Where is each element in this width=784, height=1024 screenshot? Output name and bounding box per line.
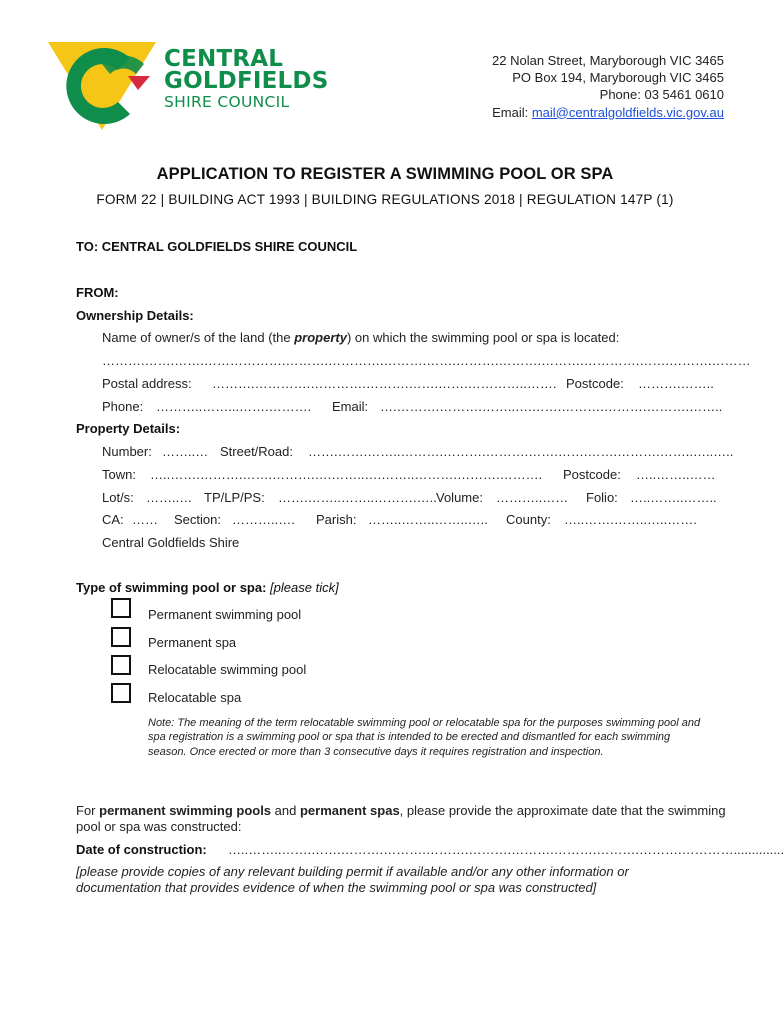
- town-label: Town:: [102, 467, 136, 482]
- logo-line-3: SHIRE COUNCIL: [164, 93, 290, 111]
- property-term: property: [294, 330, 347, 345]
- address-phone: Phone: 03 5461 0610: [599, 87, 724, 103]
- pool-type-hint: [please tick]: [266, 580, 339, 595]
- property-postcode-field[interactable]: …..……..……: [636, 467, 716, 482]
- owner-name-field[interactable]: ……….…….…….……………….……….………….……….…….……….……….……….………….…….……….………: [102, 353, 751, 368]
- parish-field[interactable]: ……..……..……..…..: [368, 512, 488, 527]
- postal-address-field[interactable]: ……….………….………….……….…….…….…………..…….: [212, 376, 557, 391]
- property-heading: Property Details:: [76, 421, 181, 436]
- folio-label: Folio:: [586, 490, 618, 505]
- option-relocatable-spa: Relocatable spa: [148, 690, 242, 705]
- phone-field[interactable]: ………..……...…….……….: [156, 399, 312, 414]
- street-field[interactable]: …….…….……..……….……….……….…….…….…….……….……..…..…..: [308, 444, 734, 459]
- email-link[interactable]: mail@centralgoldfields.vic.gov.au: [531, 104, 724, 120]
- lots-label: Lot/s:: [102, 490, 134, 505]
- option-relocatable-pool: Relocatable swimming pool: [148, 662, 307, 677]
- construction-instruction: [please provide copies of any relevant building permit if available and/or any other information or documentation that provides evidence of when the swimming pool or spa was constructed]: [76, 864, 629, 895]
- volume-label: Volume:: [436, 490, 483, 505]
- form-title: APPLICATION TO REGISTER A SWIMMING POOL OR SPA: [156, 165, 614, 183]
- email-label: Email:: [492, 104, 532, 120]
- address-street: 22 Nolan Street, Maryborough VIC 3465: [492, 53, 724, 68]
- email-field[interactable]: ….……….……….……..….…….……….……….……….……..: [380, 399, 723, 414]
- pool-type-heading: Type of swimming pool or spa: [please tick]: [76, 580, 339, 595]
- relocatable-note: Note: The meaning of the term relocatable swimming pool or relocatable spa for the purposes swimming pool and spa registration is a swimming pool or spa that is intended to be erected and dismantled for each swimming season. Once erected or more than 3 consecutive days it requires registration and inspection.: [148, 717, 701, 758]
- checkbox-relocatable-pool[interactable]: [111, 655, 131, 675]
- logo-wordmark: [164, 48, 328, 112]
- number-label: Number:: [102, 444, 152, 459]
- checkbox-relocatable-spa[interactable]: [111, 683, 131, 703]
- owner-postcode-label: Postcode:: [566, 376, 624, 391]
- to-line: TO: CENTRAL GOLDFIELDS SHIRE COUNCIL: [76, 239, 358, 254]
- ownership-heading: Ownership Details:: [76, 308, 194, 323]
- volume-field[interactable]: ………..……: [496, 490, 569, 505]
- from-label: FROM:: [76, 285, 119, 300]
- tp-field[interactable]: …….……..……..……….…..: [278, 490, 437, 505]
- council-logo-mark: [44, 38, 162, 134]
- owner-name-label: Name of owner/s of the land (the property) on which the swimming pool or spa is located:: [102, 330, 620, 345]
- logo-line-1: CENTRAL: [164, 46, 284, 72]
- ca-label: CA:: [102, 512, 124, 527]
- street-label: Street/Road:: [220, 444, 293, 459]
- section-label: Section:: [174, 512, 221, 527]
- address-po-box: PO Box 194, Maryborough VIC 3465: [512, 70, 724, 86]
- date-of-construction-field[interactable]: …..……..…….…….……….……….……….……….……….……….……….……….…………..............: [228, 842, 784, 857]
- property-postcode-label: Postcode:: [563, 467, 621, 482]
- county-field[interactable]: …..…….……..…..…….: [564, 512, 697, 527]
- lots-field[interactable]: ……..…: [146, 490, 193, 505]
- section-field[interactable]: ………..….: [232, 512, 295, 527]
- form-subtitle: FORM 22 | BUILDING ACT 1993 | BUILDING REGULATIONS 2018 | REGULATION 147P (1): [96, 192, 674, 207]
- date-of-construction-label: Date of construction:: [76, 842, 207, 857]
- address-email-row: [492, 104, 724, 121]
- phone-label: Phone:: [102, 399, 144, 414]
- checkbox-permanent-pool[interactable]: [111, 598, 131, 618]
- council-address: [492, 52, 724, 121]
- option-permanent-spa: Permanent spa: [148, 635, 237, 650]
- email-field-label: Email:: [332, 399, 369, 414]
- parish-label: Parish:: [316, 512, 357, 527]
- option-permanent-pool: Permanent swimming pool: [148, 607, 302, 622]
- checkbox-permanent-spa[interactable]: [111, 627, 131, 647]
- folio-field[interactable]: …..……..……..: [630, 490, 717, 505]
- county-label: County:: [506, 512, 551, 527]
- town-field[interactable]: …..…….……….…….……….….……..….……..……….……….……….: [150, 467, 543, 482]
- owner-postcode-field[interactable]: ……….……..: [638, 376, 714, 391]
- tp-label: TP/LP/PS:: [204, 490, 265, 505]
- logo-line-2: GOLDFIELDS: [164, 68, 329, 94]
- ca-field[interactable]: ……: [132, 512, 158, 527]
- postal-address-label: Postal address:: [102, 376, 192, 391]
- number-field[interactable]: ……..…: [162, 444, 209, 459]
- construction-intro: For permanent swimming pools and permanent spas, please provide the approximate date that the swimming pool or spa was constructed:: [76, 803, 726, 834]
- council-logo: [44, 38, 354, 134]
- shire-name: Central Goldfields Shire: [102, 535, 240, 550]
